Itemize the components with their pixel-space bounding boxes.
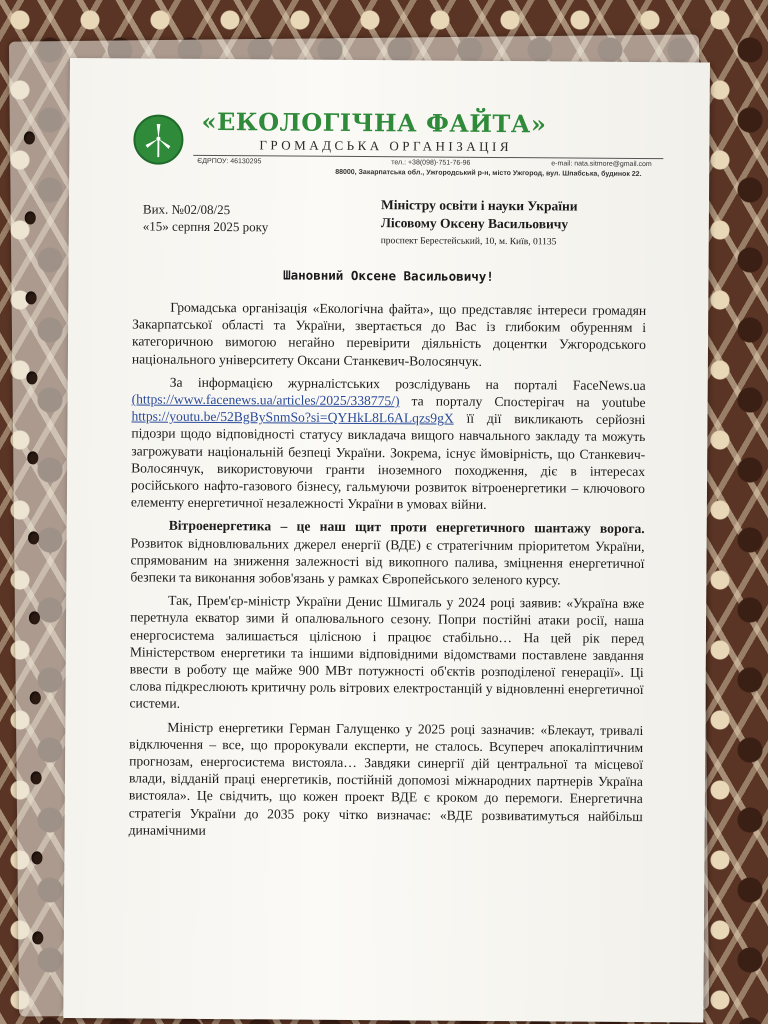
body-paragraph [131, 373, 646, 514]
body-text: За інформацією журналістських розслідувань на порталі FaceNews.ua [169, 374, 646, 393]
facenews-link[interactable]: (https://www.facenews.ua/articles/2025/338775/) [131, 391, 400, 409]
letterhead [133, 100, 694, 184]
punch-hole [31, 851, 42, 864]
addressee-title: Міністру освіти і науки України [380, 197, 578, 214]
addressee-block [381, 196, 578, 251]
edrpou-code: ЄДРПОУ: 46130295 [197, 157, 262, 166]
body-paragraph: Міністр енергетики Герман Галущенко у 2025 році зазначив: «Блекаут, тривалі відключення – все, що пророкували експерти, не сталось. Всупереч апокаліптичним прогнозам, енергосистема вистояла… Завдяки синергії дій центральної та місцевої влади, відданій праці енергетиків, постійній допомозі міжнародних партнерів Україна вистояла». Це свідчить, що кожен проект ВДЕ є кроком до перемоги. Енергетична стратегія України до 2035 року чітко визначає: «ВДЕ розвиватимуться найбільш динамічними [128, 719, 644, 838]
punch-hole [32, 931, 43, 944]
body-paragraph: Так, Прем'єр-міністр України Денис Шмигаль у 2024 році заявив: «Україна вже перетнула екватор зими й опалювального сезону. Попри постійні атаки росії, наша енергосистема залишається цілісною і працює стабільно… На цей рік перед Міністерством енергетики та іншими відповідними відомствами поставлене завдання ввести в роботу ще майже 900 МВт потужності об'єктів розподіленої генерації». Ці слова підкреслюють критичну роль вітрових електростанцій у відновленні енергетичної системи. [129, 592, 645, 712]
organization-type: ГРОМАДСЬКА ОРГАНІЗАЦІЯ [259, 137, 513, 155]
body-text: та порталу Спостерігач на youtube [399, 393, 646, 411]
letterhead-divider [193, 155, 663, 159]
punch-hole [28, 531, 39, 544]
letter-page [63, 58, 710, 1022]
emphasis-text: Вітроенергетика – це наш щит проти енергетичного шантажу ворога. [168, 518, 645, 537]
postal-address: 88000, Закарпатська обл., Ужгородський р-н, місто Ужгород, вул. Шпабська, будинок 22. [335, 168, 642, 178]
outgoing-date: «15» серпня 2025 року [142, 218, 269, 235]
punch-hole [26, 291, 37, 304]
punch-hole [27, 451, 38, 464]
punch-hole [30, 691, 41, 704]
salutation: Шановний Оксене Васильовичу! [283, 267, 494, 284]
punch-hole [24, 131, 35, 144]
punch-hole [25, 211, 36, 224]
punch-hole [31, 771, 42, 784]
organization-name: «ЕКОЛОГІЧНА ФАЙТА» [201, 106, 547, 139]
addressee-name: Лісовому Оксену Васильовичу [380, 215, 569, 232]
email-address: e-mail: nata.sitmore@gmail.com [551, 160, 652, 169]
body-text: її дії викликають серйозні підозри щодо відповідності статусу викладача вищого навчального закладу та можуть загрожувати національній безпеці України. Зокрема, існує ймовірність, що Станкевич-Волосянчук, використовуючи гранти іноземного походження, діє в інтересах російського нафто-газового бізнесу, гальмуючи розвиток вітроенергетики – ключового елементу енергетичної незалежності України в умовах війни. [130, 410, 646, 513]
phone-number: тел.: +38(098)-751-76-96 [391, 159, 471, 167]
outgoing-reference [143, 201, 269, 236]
letter-body [129, 298, 647, 848]
youtube-link[interactable]: https://youtu.be/52BgBySnmSo?si=QYHkL8L6ALqzs9gX [131, 408, 454, 426]
punch-hole [26, 371, 37, 384]
addressee-address: проспект Берестейський, 10, м. Київ, 01135 [380, 236, 557, 248]
body-text: Розвиток відновлювальних джерел енергії (ВДЕ) є стратегічним пріоритетом України, спрямованим на зниження залежності від викопного палива, зміцнення енергетичної безпеки та виконання зобов'язань у рамках Європейського зеленого курсу. [130, 535, 645, 588]
body-paragraph: Громадська організація «Екологічна файта», що представляє інтереси громадян Закарпатської області та України, звертається до Вас із глибоким обуренням і категоричною вимогою негайно перевірити діяльність доцентки Ужгородського національного університету Оксани Станкевич-Волосянчук. [131, 299, 647, 369]
punch-hole [29, 611, 40, 624]
wind-turbine-logo-icon [133, 114, 183, 164]
outgoing-number: Вих. №02/08/25 [142, 201, 231, 218]
body-paragraph [130, 517, 644, 589]
